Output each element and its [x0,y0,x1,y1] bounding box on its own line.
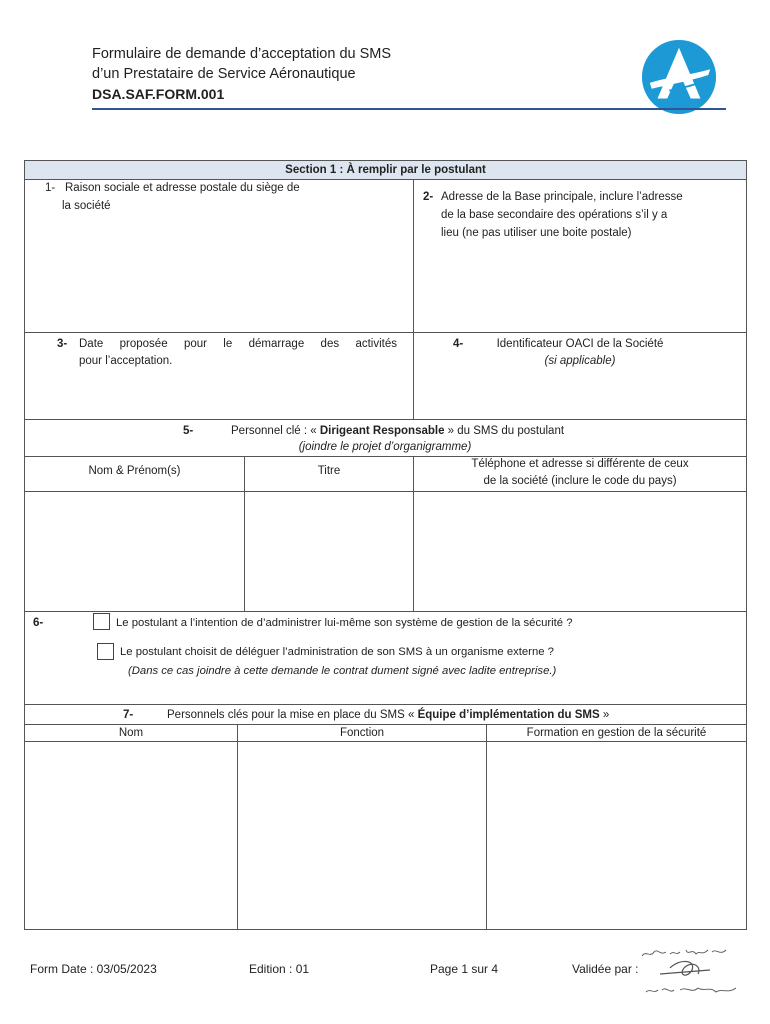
field3-number: 3- [57,338,68,350]
field4-input-area[interactable] [414,373,746,419]
form-code: DSA.SAF.FORM.001 [92,86,225,102]
field1-label-line1: Raison sociale et adresse postale du siège de [65,182,300,194]
field3-label-line2: pour l’acceptation. [79,355,173,367]
form-header [92,44,391,104]
self-admin-checkbox[interactable] [93,613,110,630]
field2-label-line1: Adresse de la Base principale, inclure l’adresse [441,191,683,203]
col-nom-prenom: Nom & Prénom(s) [88,465,181,477]
option-self-admin-label: Le postulant a l’intention de d’administrer lui-même son système de gestion de la sécurité ? [116,617,573,629]
section-title: Section 1 : À remplir par le postulant [285,164,486,176]
field1-label-line2: la société [62,200,111,212]
col-fonction: Fonction [339,727,385,739]
field3-label-line1: Date proposée pour le démarrage des activités [79,338,397,350]
field7-nom-cell[interactable] [25,742,237,930]
field4-note: (si applicable) [544,355,616,367]
col-telephone-line2: de la société (inclure le code du pays) [483,475,677,487]
header-divider [92,108,726,110]
field2-label-line3: lieu (ne pas utiliser une boite postale) [441,227,632,239]
field7-fonction-cell[interactable] [238,742,486,930]
delegate-note: (Dans ce cas joindre à cette demande le contrat dument signé avec ladite entreprise.) [128,665,557,677]
field3-input-area[interactable] [25,373,413,419]
field5-nom-cell[interactable] [25,492,244,611]
field5-titre-cell[interactable] [245,492,413,611]
field2-input-area[interactable] [414,245,746,331]
application-form [24,160,747,930]
field7-title: Personnels clés pour la mise en place du SMS « Équipe d’implémentation du SMS » [167,709,610,721]
footer-page-number: Page 1 sur 4 [430,962,499,976]
footer-validated-by: Validée par : [572,962,639,976]
field5-number: 5- [183,425,194,437]
col-nom: Nom [118,727,144,739]
col-titre: Titre [317,465,341,477]
field5-title: Personnel clé : « Dirigeant Responsable » du SMS du postulant [231,425,565,437]
field1-input-area[interactable] [25,219,413,331]
field6-number: 6- [33,617,44,629]
col-telephone-line1: Téléphone et adresse si différente de ceux [471,458,689,470]
form-title-line2: d’un Prestataire de Service Aéronautique [92,66,356,82]
footer-form-date: Form Date : 03/05/2023 [30,962,157,976]
field5-telephone-cell[interactable] [414,492,746,611]
field2-label-line2: de la base secondaire des opérations s’il y a [441,209,668,221]
field4-number: 4- [453,338,464,350]
field7-formation-cell[interactable] [487,742,746,930]
airline-plane-logo-icon [640,38,718,116]
delegate-checkbox[interactable] [97,643,114,660]
field4-label: Identificateur OACI de la Société [496,338,664,350]
option-delegate-label: Le postulant choisit de déléguer l’administration de son SMS à un organisme externe ? [120,646,554,658]
field7-number: 7- [123,709,134,721]
footer-edition: Edition : 01 [249,962,310,976]
col-formation: Formation en gestion de la sécurité [526,727,707,739]
form-title-line1: Formulaire de demande d’acceptation du SMS [92,46,392,62]
field1-number: 1- [45,182,56,194]
signature-icon [640,944,750,1000]
field2-number: 2- [423,191,434,203]
field5-subtitle: (joindre le projet d’organigramme) [298,441,472,453]
